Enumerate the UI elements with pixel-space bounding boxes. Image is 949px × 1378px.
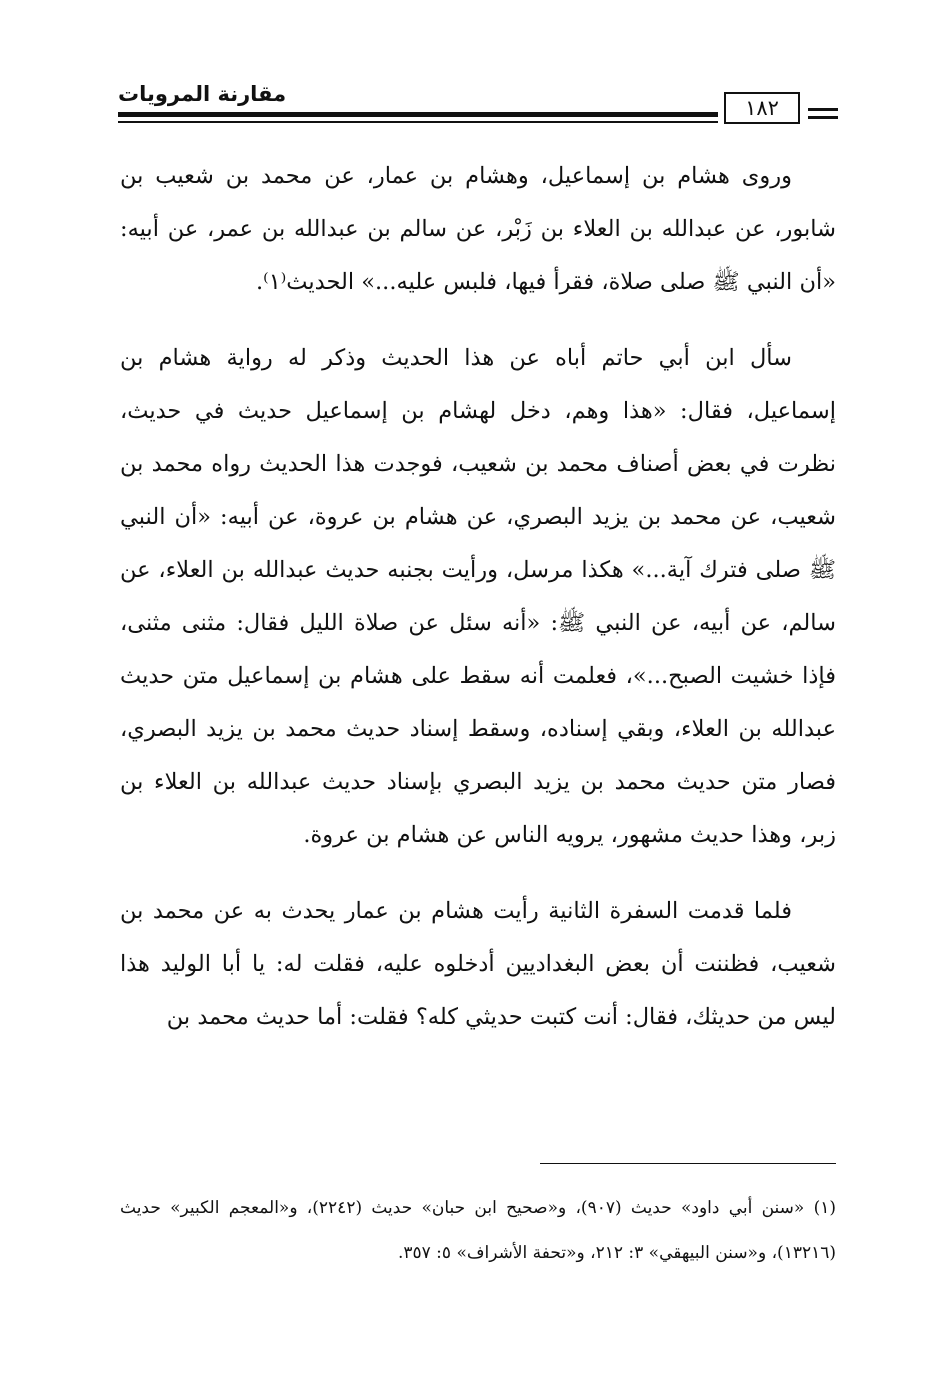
page-header	[118, 82, 838, 128]
header-rule-thin	[118, 121, 718, 123]
header-dash-bottom	[808, 116, 838, 119]
main-text	[120, 150, 836, 1067]
footnote-separator	[540, 1163, 836, 1164]
footnote-1: (١) «سنن أبي داود» حديث (٩٠٧)، و«صحيح ابن حبان» حديث (٢٢٤٢)، و«المعجم الكبير» حديث (١٣٢١٦)، و«سنن البيهقي» ٣: ٢١٢، و«تحفة الأشراف» ٥: ٣٥٧.	[120, 1198, 836, 1263]
header-rule-thick	[118, 112, 718, 117]
running-title: مقارنة المرويات	[118, 82, 287, 106]
footnotes	[120, 1186, 836, 1276]
paragraph-3: فلما قدمت السفرة الثانية رأيت هشام بن عمار يحدث به عن محمد بن شعيب، فظننت أن بعض البغداديين أدخلوه عليه، فقلت له: يا أبا الوليد هذا ليس من حديثك، فقال: أنت كتبت حديثي كله؟ فقلت: أما حديث محمد بن	[120, 898, 836, 1030]
paragraph-2: سأل ابن أبي حاتم أباه عن هذا الحديث وذكر له رواية هشام بن إسماعيل، فقال: «هذا وهم، دخل لهشام بن إسماعيل حديث في حديث، نظرت في بعض أصناف محمد بن شعيب، فوجدت هذا الحديث رواه محمد بن شعيب، عن محمد بن يزيد البصري، عن هشام بن عروة، عن أبيه: «أن النبي ﷺ صلى فترك آية...» هكذا مرسل، ورأيت بجنبه حديث عبدالله بن العلاء، عن سالم، عن أبيه، عن النبي ﷺ: «أنه سئل عن صلاة الليل فقال: مثنى مثنى، فإذا خشيت الصبح...»، فعلمت أنه سقط على هشام بن إسماعيل متن حديث عبدالله بن العلاء، وبقي إسناده، وسقط إسناد حديث محمد بن يزيد البصري، فصار متن حديث محمد بن يزيد البصري بإسناد حديث عبدالله بن العلاء بن زبر، وهذا حديث مشهور، يرويه الناس عن هشام بن عروة.	[120, 345, 836, 848]
page-number: ١٨٢	[724, 92, 800, 124]
header-dash-top	[808, 108, 838, 111]
paragraph-1: وروى هشام بن إسماعيل، وهشام بن عمار، عن محمد بن شعيب بن شابور، عن عبدالله بن العلاء بن زَبْر، عن سالم بن عبدالله بن عمر، عن أبيه: «أن النبي ﷺ صلى صلاة، فقرأ فيها، فلبس عليه...» الحديث⁽١⁾.	[120, 163, 836, 295]
